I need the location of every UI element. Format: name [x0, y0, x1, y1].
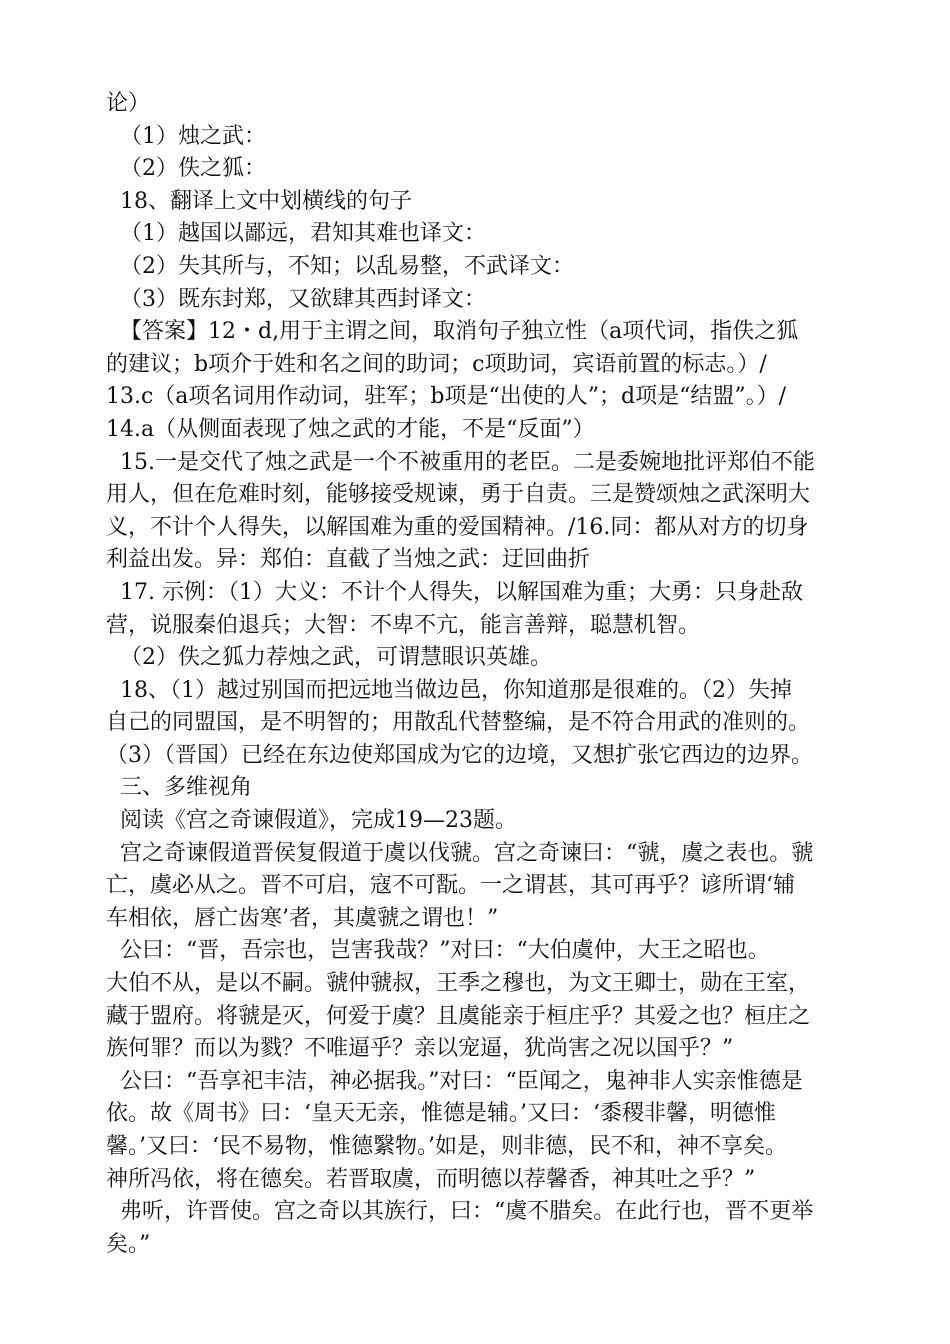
text-line: 【答案】12・d,用于主谓之间，取消句子独立性（a项代词，指佚之狐: [120, 319, 799, 345]
text-line: 弗听，许晋使。宫之奇以其族行，曰：“虞不腊矣。在此行也，晋不更举: [120, 1199, 814, 1225]
text-line: 17. 示例：（1）大义：不计个人得失，以解国难为重；大勇：只身赴敌: [120, 579, 803, 605]
text-line: （3）（晋国）已经在东边使郑国成为它的边境，又想扩张它西边的边界。: [106, 742, 813, 768]
text-line: 义，不计个人得失，以解国难为重的爱国精神。/16.同：都从对方的切身: [106, 514, 809, 540]
text-line: 车相依，唇亡齿寒’者，其虞虢之谓也！”: [106, 905, 499, 931]
text-line: 13.c（a项名词用作动词，驻军；b项是“出使的人”；d项是“结盟”。）/: [106, 384, 786, 410]
text-line: 14.a（从侧面表现了烛之武的才能，不是“反面”）: [106, 416, 595, 442]
text-line: 利益出发。异：郑伯：直截了当烛之武：迂回曲折: [106, 547, 591, 573]
text-line: （1）越国以鄙远，君知其难也译文：: [120, 221, 486, 247]
text-line: （3）既东封郑，又欲肆其西封译文：: [120, 286, 486, 312]
text-line: 宫之奇谏假道晋侯复假道于虞以伐虢。宫之奇谏曰：“虢，虞之表也。虢: [120, 840, 814, 866]
text-line: 阅读《宫之奇谏假道》，完成19—23题。: [120, 808, 517, 834]
text-line: 自己的同盟国，是不明智的；用散乱代替整编，是不符合用武的准则的。: [106, 710, 811, 736]
text-line: 的建议；b项介于姓和名之间的助词；c项助词，宾语前置的标志。）/: [106, 351, 767, 377]
text-line: 用人，但在危难时刻，能够接受规谏，勇于自责。三是赞颂烛之武深明大: [106, 482, 811, 508]
text-line: 馨。’又曰：‘民不易物，惟德繄物。’如是，则非德，民不和，神不享矣。: [106, 1134, 787, 1159]
text-line: （1）烛之武：: [120, 123, 266, 149]
text-line: 大伯不从，是以不嗣。虢仲虢叔，王季之穆也，为文王卿士，勋在王室，: [106, 971, 811, 997]
text-line: 亡，虞必从之。晋不可启，寇不可翫。一之谓甚，其可再乎？谚所谓‘辅: [106, 873, 795, 899]
text-line: 三、多维视角: [120, 775, 253, 801]
text-line: 18、（1）越过别国而把远地当做边邑，你知道那是很难的。（2）失掉: [120, 677, 792, 703]
text-line: （2）失其所与，不知；以乱易整，不武译文：: [120, 253, 574, 279]
text-line: 依。故《周书》曰：‘皇天无亲，惟德是辅。’又曰：‘黍稷非馨，明德惟: [106, 1101, 776, 1127]
text-line: 18、翻译上文中划横线的句子: [120, 188, 412, 214]
text-line: （2）佚之狐力荐烛之武，可谓慧眼识英雄。: [120, 645, 552, 671]
text-line: 矣。”: [106, 1231, 151, 1257]
text-line: 公曰：“吾享祀丰洁，神必据我。”对曰：“臣闻之，鬼神非人实亲惟德是: [120, 1068, 803, 1094]
text-line: 论）: [106, 91, 151, 116]
document-page: [106, 88, 858, 1261]
text-line: 公曰：“晋，吾宗也，岂害我哉？”对曰：“大伯虞仲，大王之昭也。: [120, 938, 770, 964]
text-line: 神所冯依，将在德矣。若晋取虞，而明德以荐馨香，神其吐之乎？”: [106, 1166, 756, 1192]
text-line: 15.一是交代了烛之武是一个不被重用的老臣。二是委婉地批评郑伯不能: [120, 449, 815, 475]
text-line: （2）佚之狐：: [120, 156, 266, 182]
text-line: 族何罪？而以为戮？不唯逼乎？亲以宠逼，犹尚害之况以国乎？”: [106, 1036, 734, 1062]
text-line: 营，说服秦伯退兵；大智：不卑不亢，能言善辩，聪慧机智。: [106, 612, 701, 638]
text-line: 藏于盟府。将虢是灭，何爱于虞？且虞能亲于桓庄乎？其爱之也？桓庄之: [106, 1003, 811, 1029]
